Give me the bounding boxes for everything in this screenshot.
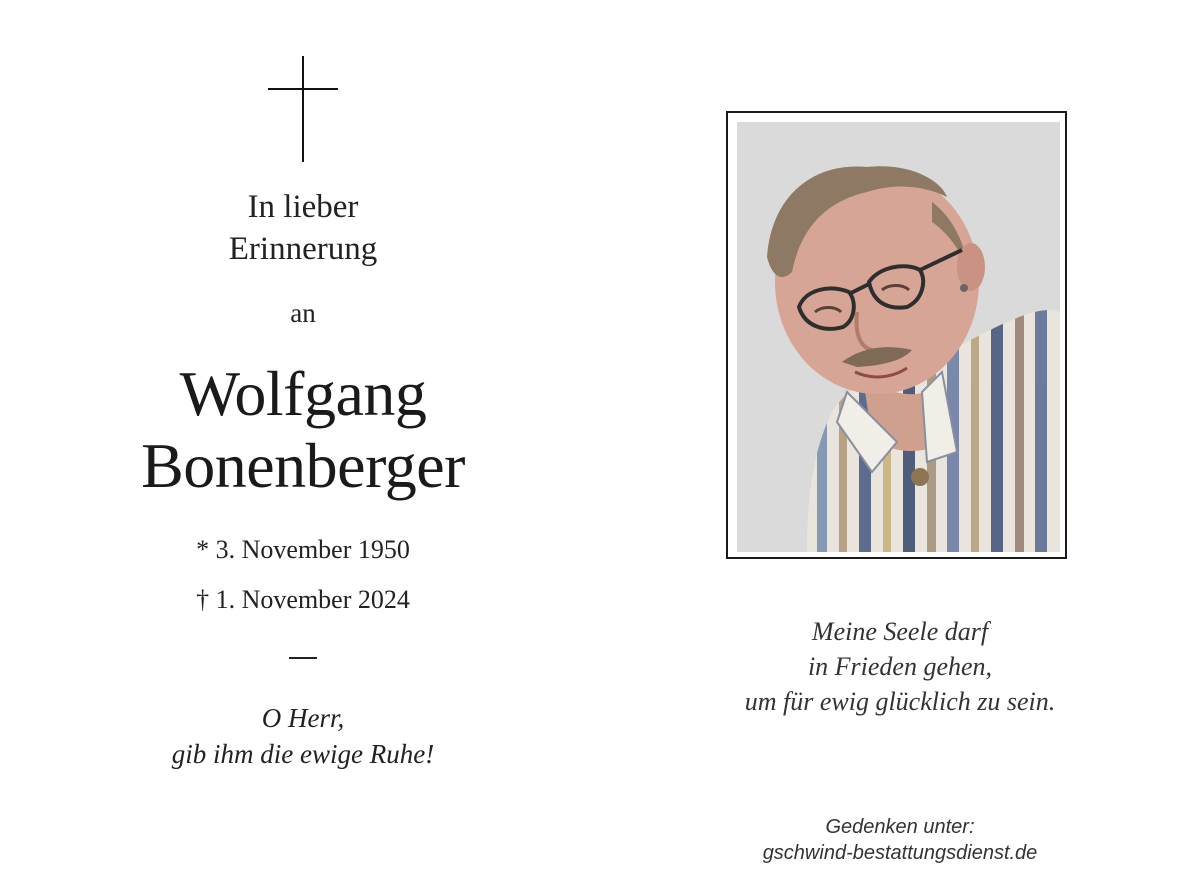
intro-line-1: In lieber bbox=[247, 189, 359, 225]
portrait-frame bbox=[726, 111, 1067, 559]
memorial-label: Gedenken unter: bbox=[825, 816, 975, 838]
prayer-line-2: gib ihm die ewige Ruhe! bbox=[171, 739, 435, 769]
deceased-name bbox=[100, 358, 506, 502]
birth-date: * 3. November 1950 bbox=[196, 535, 410, 564]
memorial-info bbox=[700, 814, 1100, 866]
memorial-url[interactable]: gschwind-bestattungsdienst.de bbox=[762, 842, 1038, 864]
intro-heading bbox=[100, 186, 506, 270]
divider-dash bbox=[289, 657, 317, 659]
portrait-photo bbox=[737, 122, 1060, 552]
prayer-text bbox=[100, 700, 506, 772]
prayer-line-1: O Herr, bbox=[261, 703, 345, 733]
verse-text bbox=[700, 614, 1100, 719]
verse-line-1: Meine Seele darf bbox=[811, 617, 989, 646]
verse-line-2: in Frieden gehen, bbox=[807, 652, 993, 681]
verse-line-3: um für ewig glücklich zu sein. bbox=[744, 687, 1056, 716]
first-name: Wolfgang bbox=[179, 358, 427, 429]
death-date: † 1. November 2024 bbox=[196, 585, 410, 614]
cross-icon bbox=[268, 56, 338, 162]
an-label: an bbox=[290, 298, 316, 328]
last-name: Bonenberger bbox=[141, 430, 465, 501]
intro-line-2: Erinnerung bbox=[228, 231, 378, 267]
